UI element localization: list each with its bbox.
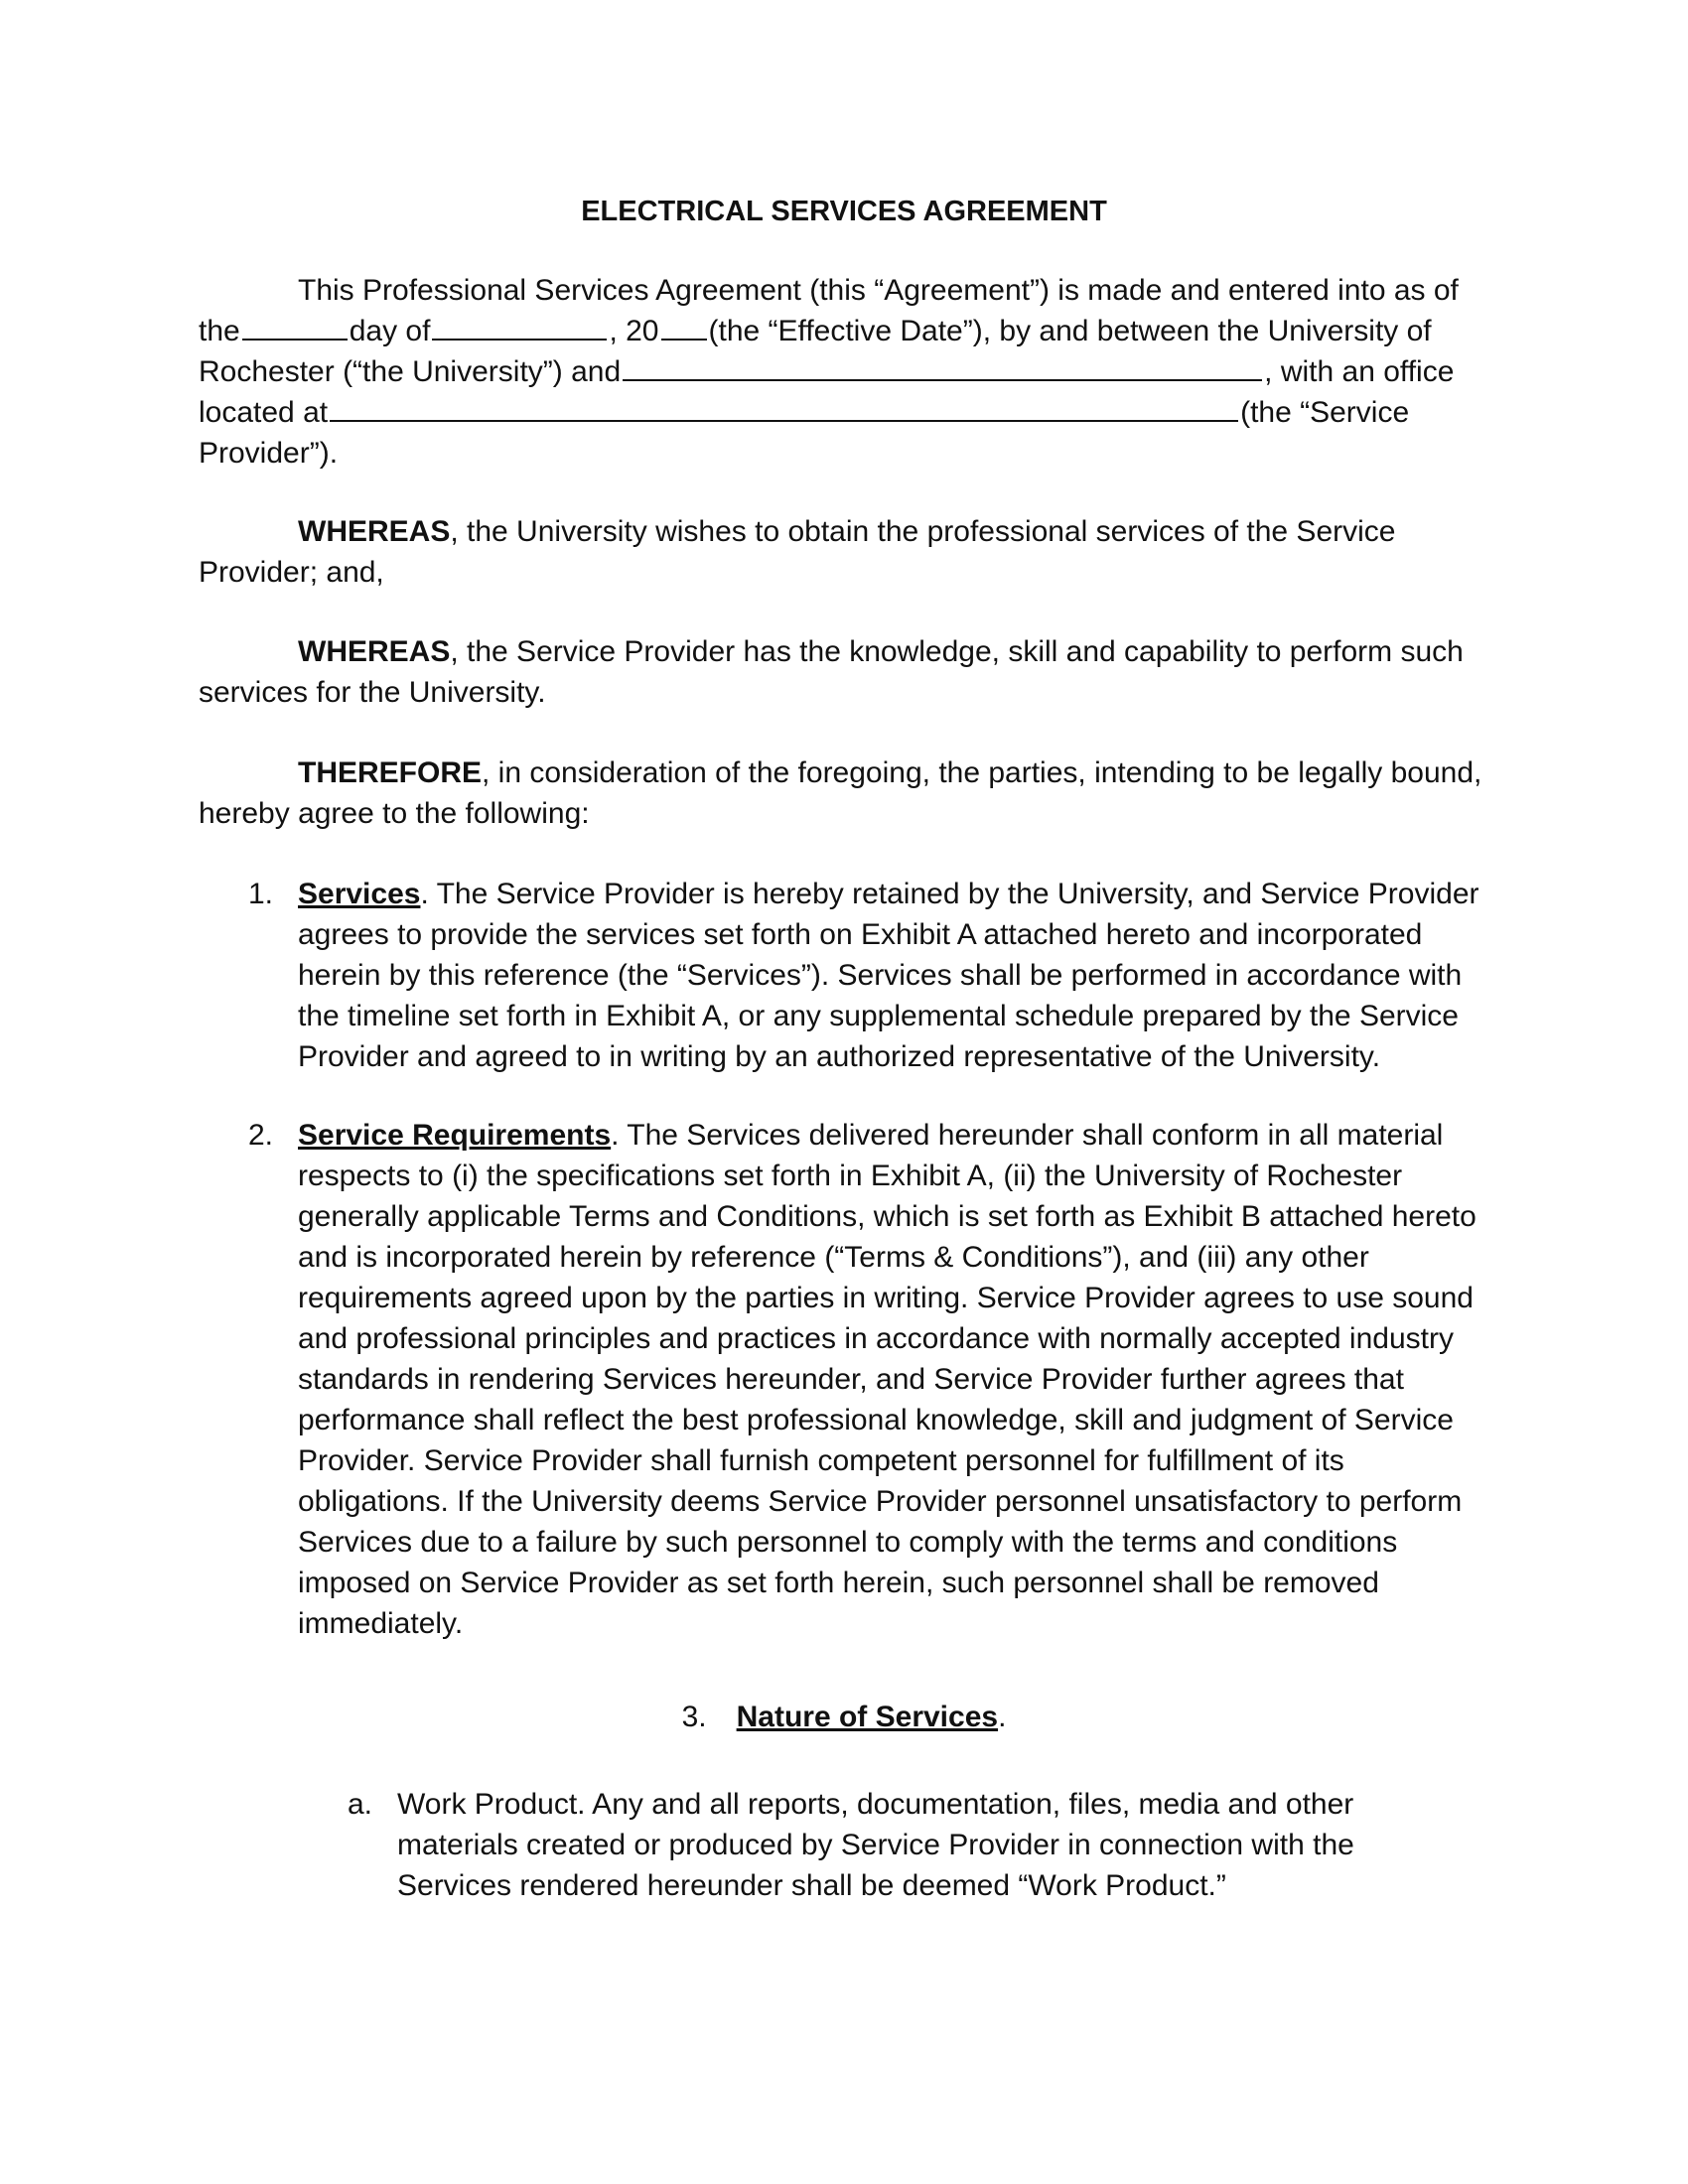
month-blank[interactable] [432,311,607,341]
whereas-paragraph-2 [199,631,1489,713]
therefore-paragraph [199,752,1489,834]
section-3-text: . [998,1701,1007,1733]
section-1-text: . The Service Provider is hereby retained by the University, and Service Provider agrees to provide the services set forth on Exhibit A attached hereto and incorporated herein by this reference (the “Services”). Services shall be performed in accordance with the timeline set forth in Exhibit A, or any supplemental schedule prepared by the Service Provider and agreed to in writing by an authorized representative of the University. [298,878,1479,1073]
document-title: ELECTRICAL SERVICES AGREEMENT [581,196,1107,227]
therefore-text: , in consideration of the foregoing, the parties, intending to be legally bound, hereby agree to the following: [199,756,1482,830]
section-2-heading: Service Requirements [298,1119,612,1152]
subitem-a-text: Work Product. Any and all reports, documentation, files, media and other materials created or produced by Service Provider in connection with the Services rendered hereunder shall be deemed “Work Product.” [397,1788,1354,1902]
intro-text-2: day of [349,315,431,347]
section-1 [248,874,1489,1077]
section-2-text: . The Services delivered hereunder shall conform in all material respects to (i) the specifications set forth in Exhibit A, (ii) the University of Rochester generally applicable Terms and Conditions, which is set forth as Exhibit B attached hereto and is incorporated herein by reference (“Terms & Conditions”), and (iii) any other requirements agreed upon by the parties in writing. Service Provider agrees to use sound and professional principles and practices in accordance with normally accepted industry standards in rendering Services hereunder, and Service Provider further agrees that performance shall reflect the best professional knowledge, skill and judgment of Service Provider. Service Provider shall furnish competent personnel for fulfillment of its obligations. If the University deems Service Provider personnel unsatisfactory to perform Services due to a failure by such personnel to comply with the terms and conditions imposed on Service Provider as set forth herein, such personnel shall be removed immediately. [298,1119,1477,1640]
subitem-a-letter: a. [348,1788,373,1821]
section-1-heading: Services [298,878,421,910]
intro-text-6: (the “Service Provider”). [199,396,1410,470]
therefore-lead: THEREFORE [298,756,483,789]
intro-paragraph [199,270,1489,474]
day-blank[interactable] [242,311,348,341]
whereas-paragraph-1 [199,511,1489,593]
intro-text-1: This Professional Services Agreement (this “Agreement”) is made and entered into as of the [199,274,1459,347]
provider-address-blank[interactable] [330,392,1238,422]
section-1-number: 1. [248,878,274,910]
whereas-text-2: , the Service Provider has the knowledge, skill and capability to perform such services for the University. [199,635,1464,709]
intro-text-4: (the “Effective Date”), by and between the University of Rochester (“the University”) and [199,315,1432,388]
whereas-lead-2: WHEREAS [298,635,451,668]
section-2 [248,1115,1489,1644]
provider-name-blank[interactable] [623,351,1262,381]
whereas-lead-1: WHEREAS [298,515,451,548]
section-3-number: 3. [681,1701,707,1733]
section-3 [199,1697,1489,1737]
subitem-a [348,1784,1390,1906]
year-blank[interactable] [661,311,707,341]
section-2-number: 2. [248,1119,274,1152]
intro-text-3: , 20 [609,315,659,347]
section-3-heading: Nature of Services [736,1701,999,1733]
intro-text-5: , with an office located at [199,355,1455,429]
whereas-text-1: , the University wishes to obtain the professional services of the Service Provider; and, [199,515,1396,589]
